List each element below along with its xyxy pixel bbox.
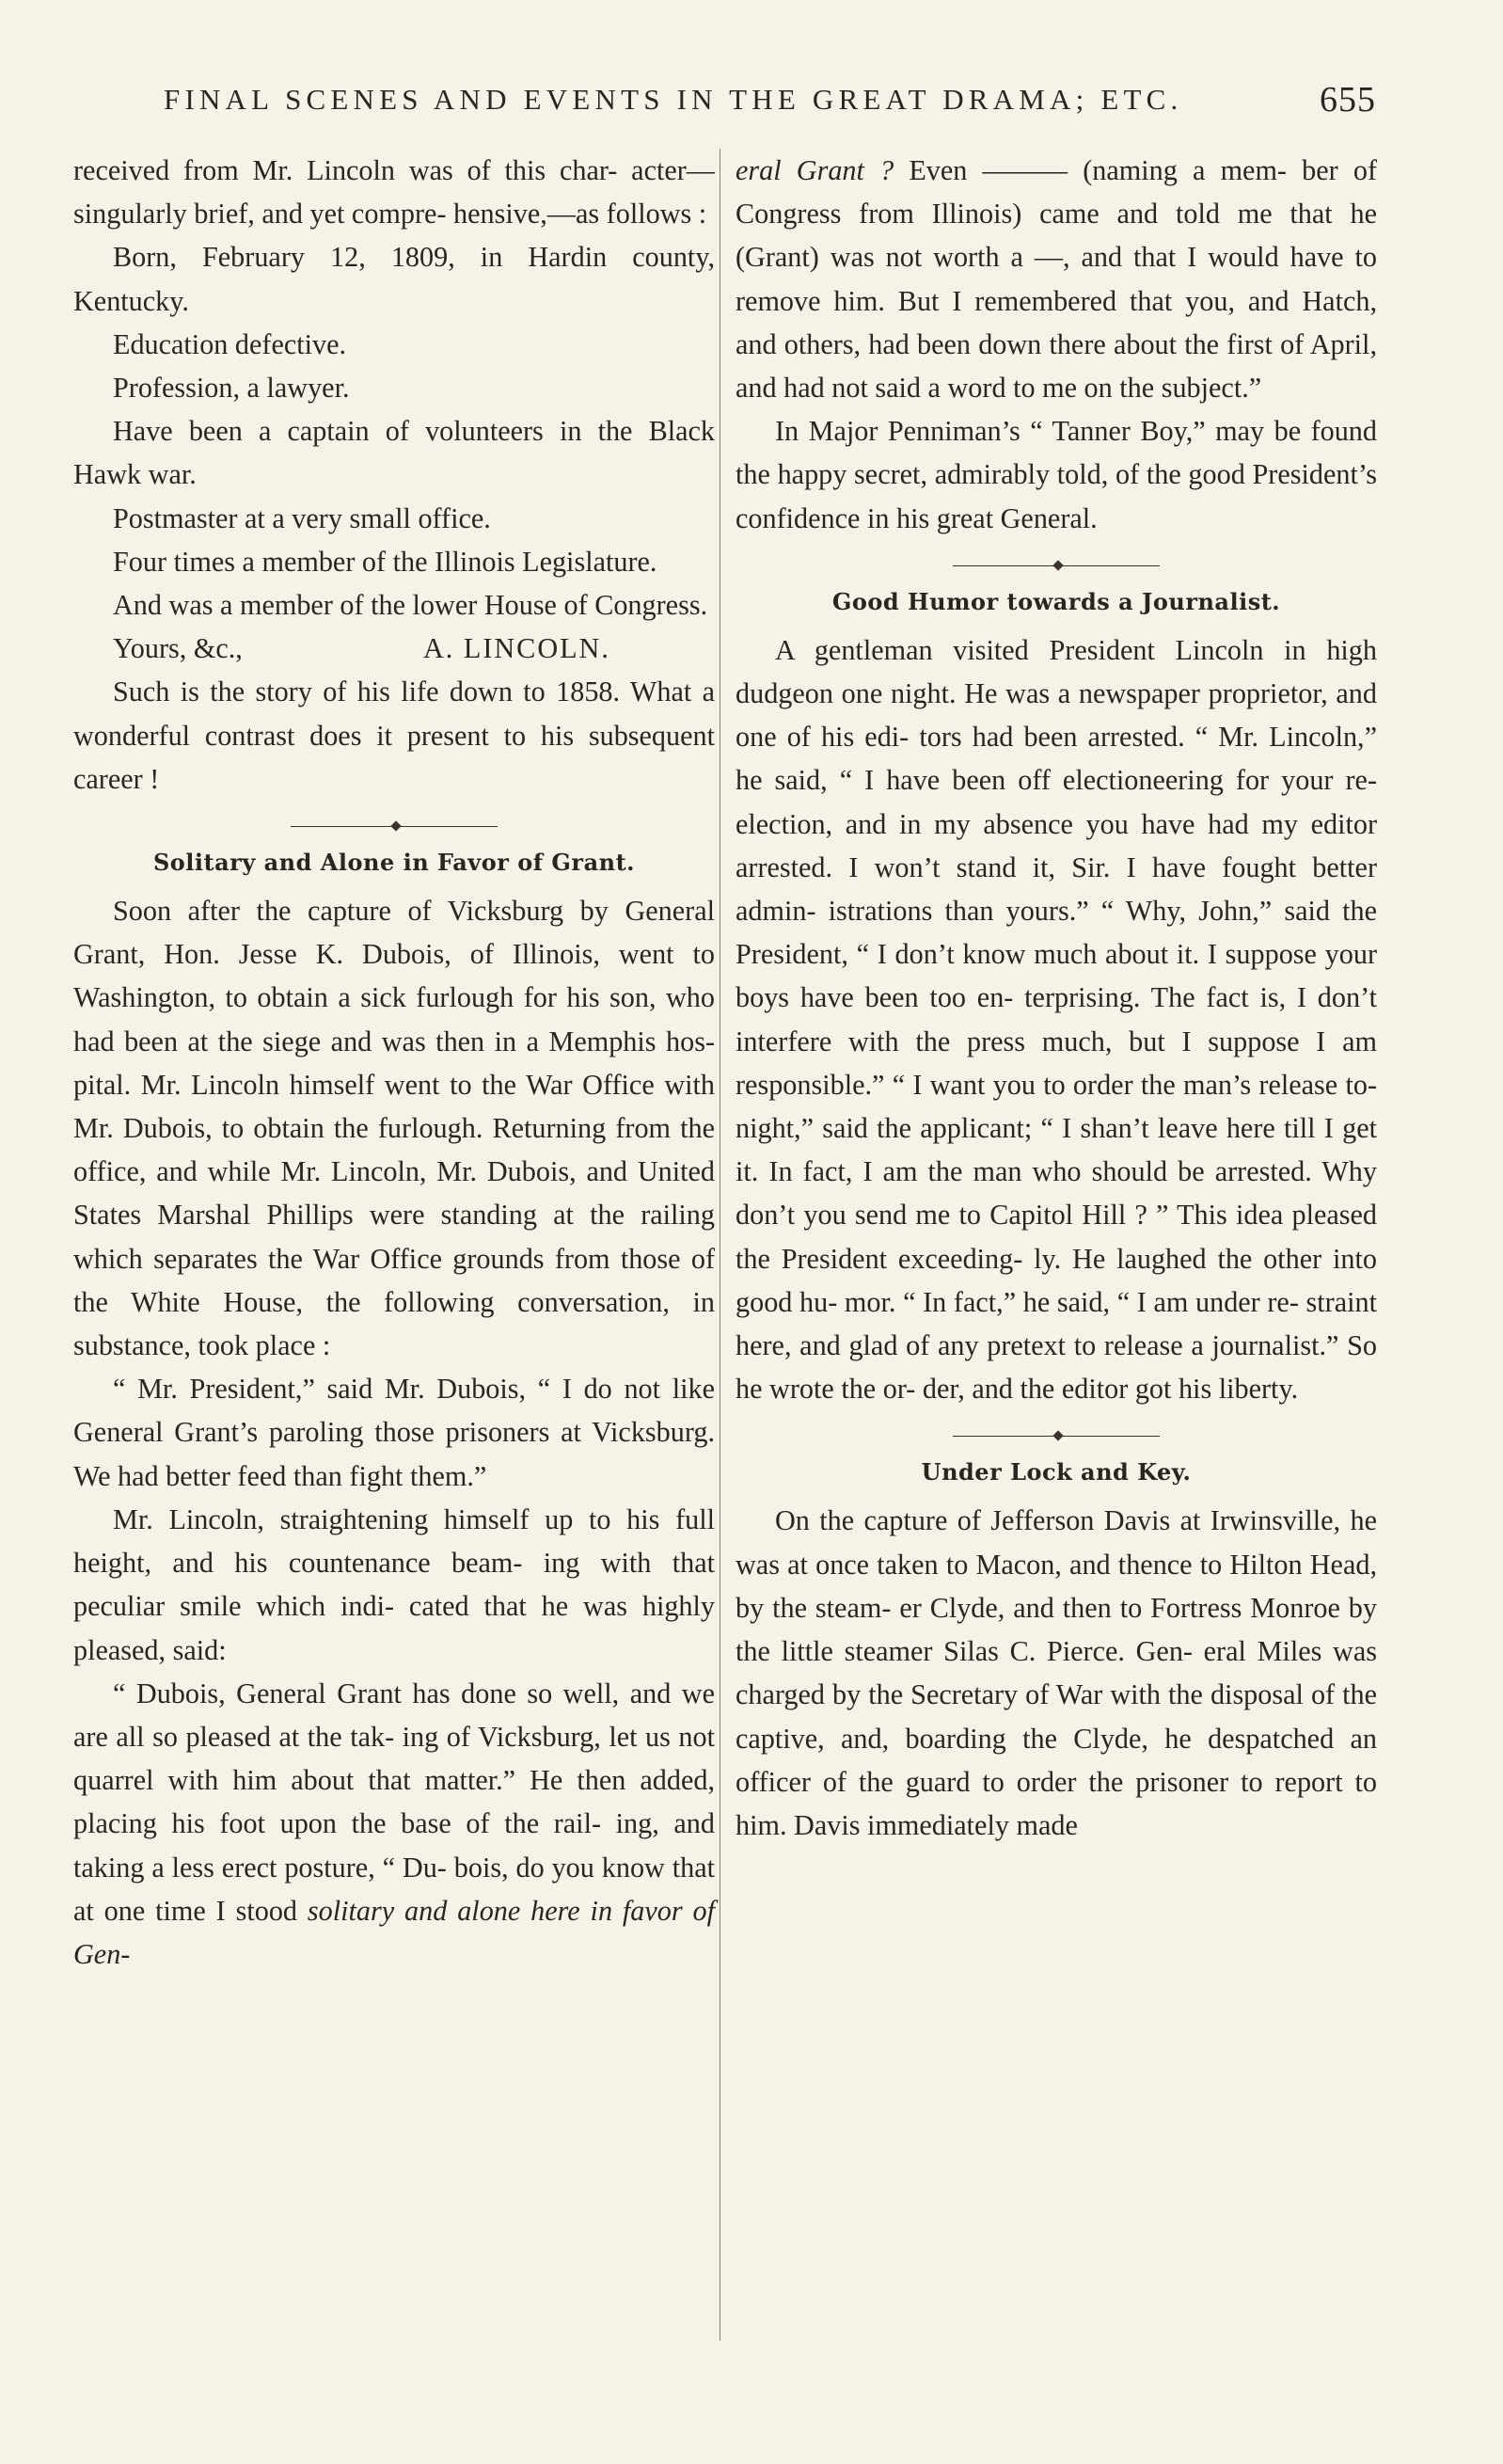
paragraph: received from Mr. Lincoln was of this char- acter—singularly brief, and yet compre- hensive,—as follows : bbox=[73, 154, 715, 231]
running-title: FINAL SCENES AND EVENTS IN THE GREAT DRAMA; ETC. bbox=[164, 83, 1183, 116]
bio-line: And was a member of the lower House of Congress. bbox=[113, 589, 708, 622]
paragraph-text: Even ——— (naming a mem- ber of Congress from Illinois) came and told me that he (Grant) was not worth a —, and that I would have to remove him. But I remembered that you, and Hatch, and others, had been down there about the first of April, and had not said a word to me on the subject.” bbox=[736, 154, 1377, 405]
paragraph bbox=[736, 149, 1377, 409]
bio-line: Born, February 12, 1809, in Hardin county, Kentucky. bbox=[73, 241, 715, 317]
paragraph: Soon after the capture of Vicksburg by General Grant, Hon. Jesse K. Dubois, of Illinois, went to Washington, to obtain a sick furlough for his son, who had been at the siege and was then in a Memphis hos- pital. Mr. Lincoln himself went to the War Office with Mr. Dubois, to obtain the furlough. Returning from the office, and while Mr. Lincoln, Mr. Dubois, and United States Marshal Phillips were standing at the railing which separates the War Office grounds from those of the White House, the following conversation, in substance, took place : bbox=[73, 895, 715, 1362]
section-divider bbox=[953, 1427, 1160, 1444]
italic-text: eral Grant ? bbox=[736, 154, 894, 186]
section-heading: Good Humor towards a Journalist. bbox=[831, 587, 1281, 615]
paragraph: Such is the story of his life down to 1858. What a wonderful contrast does it present to his subsequent career ! bbox=[73, 676, 715, 795]
section-heading: Solitary and Alone in Favor of Grant. bbox=[152, 849, 636, 877]
paragraph-text: “ Dubois, General Grant has done so well, and we are all so pleased at the tak- ing of Vicksburg, let us not quarrel with him about that matter.” He then added, placing his foot upon the base of the rail- ing, and taking a less erect posture, “ Du- bois, do you know that at one time I stood bbox=[73, 1677, 715, 1927]
letter-signature bbox=[73, 627, 715, 670]
page-header bbox=[73, 80, 1376, 126]
section-divider bbox=[291, 818, 498, 835]
bio-line: Postmaster at a very small office. bbox=[113, 501, 491, 534]
section-divider bbox=[953, 557, 1160, 574]
section-heading: Under Lock and Key. bbox=[921, 1458, 1192, 1486]
left-column bbox=[73, 149, 715, 1976]
bio-line: Four times a member of the Illinois Legislature. bbox=[113, 545, 657, 578]
paragraph bbox=[73, 1672, 715, 1976]
italic-text: solitary and alone here in favor of Gen- bbox=[73, 1894, 716, 1970]
paragraph: Mr. Lincoln, straightening himself up to his full height, and his countenance beam- ing with that peculiar smile which indi- cated that he was highly pleased, said: bbox=[73, 1502, 715, 1666]
bio-line: Education defective. bbox=[113, 327, 347, 360]
signature-name: A. LINCOLN. bbox=[423, 632, 610, 665]
bio-line: Have been a captain of volunteers in the Black Hawk war. bbox=[73, 415, 715, 491]
paragraph: In Major Penniman’s “ Tanner Boy,” may be found the happy secret, admirably told, of the good President’s confidence in his great General. bbox=[736, 415, 1377, 534]
paragraph: A gentleman visited President Lincoln in high dudgeon one night. He was a newspaper proprietor, and one of his edi- tors had been arrested. “ Mr. Lincoln,” he said, “ I have been off electioneering for your re-election, and in my absence you have had my editor arrested. I won’t stand it, Sir. I have fought better admin- istrations than yours.” “ Why, John,” said the President, “ I don’t know much about it. I suppose your boys have been too en- terprising. The fact is, I don’t interfere with the press much, but I suppose I am responsible.” “ I want you to order the man’s release to-night,” said the applicant; “ I shan’t leave here till I get it. In fact, I am the man who should be arrested. Why don’t you send me to Capitol Hill ? ” This idea pleased the President exceeding- ly. He laughed the other into good hu- mor. “ In fact,” he said, “ I am under re- straint here, and glad of any pretext to release a journalist.” So he wrote the or- der, and the editor got his liberty. bbox=[736, 633, 1377, 1406]
page-number: 655 bbox=[1320, 80, 1376, 119]
paragraph: “ Mr. President,” said Mr. Dubois, “ I do not like General Grant’s paroling those prisoners at Vicksburg. We had better feed than fight them.” bbox=[73, 1373, 715, 1492]
bio-line: Profession, a lawyer. bbox=[113, 372, 350, 405]
right-column bbox=[736, 149, 1377, 1847]
paragraph: On the capture of Jefferson Davis at Irwinsville, he was at once taken to Macon, and thence to Hilton Head, by the steam- er Clyde, and then to Fortress Monroe by the little steamer Silas C. Pierce. Gen- eral Miles was charged by the Secretary of War with the disposal of the captive, and, boarding the Clyde, he despatched an officer of the guard to order the prisoner to report to him. Davis immediately made bbox=[736, 1504, 1377, 1841]
signature-closing: Yours, &c., bbox=[113, 632, 243, 665]
